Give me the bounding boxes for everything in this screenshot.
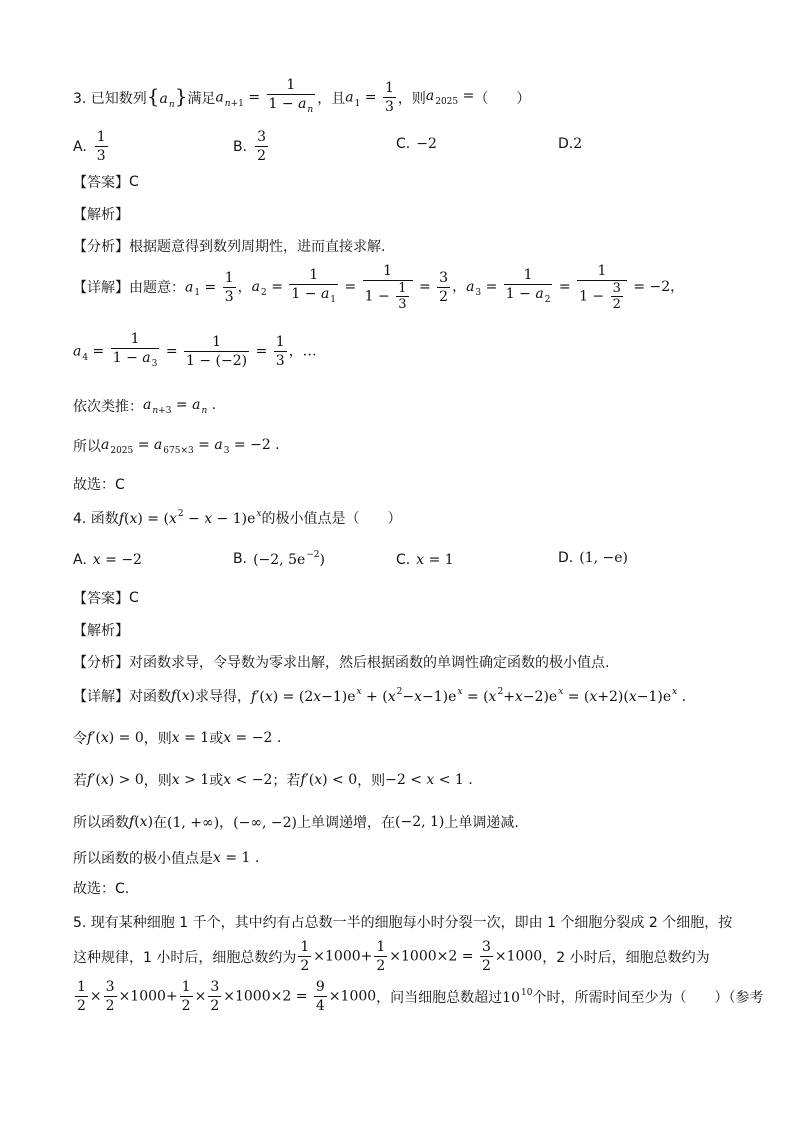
q4-ze-1: ，则: [143, 731, 172, 747]
q3-analysis-line: [73, 204, 129, 224]
q4-option-d: [558, 550, 628, 566]
q3-stem-text-4: ，则: [397, 90, 426, 107]
q3-option-d-value: 2: [573, 136, 583, 152]
q3-option-c-label: C.: [396, 136, 411, 152]
q4-increase-cond-1: x > 1: [171, 772, 210, 788]
q4-huo-2: 或: [209, 773, 224, 789]
q4-fenxi-line: [73, 652, 609, 672]
q3-option-c-value: −2: [416, 136, 437, 152]
q4-huo-1: 或: [209, 731, 224, 747]
q4-analysis-line: [73, 620, 129, 640]
q4-detail-line-4: [73, 812, 519, 832]
q3-detail-line-1: [73, 262, 684, 312]
q3-a3-value: $a_3$ = $\frac{1}{1 - a_2}$ = 1 1 − $\frac{3}{2}$ = −2，: [466, 263, 685, 312]
q4-zero-derivative: f′(x) = 0: [87, 730, 144, 746]
q3-option-d-label: D.: [558, 136, 574, 152]
q4-option-c-label: C.: [396, 552, 411, 568]
q4-function-formula: $f(x) = (x^2 - x - 1)e^x$: [118, 509, 262, 527]
q3-stem-text-2: 满足: [187, 90, 216, 107]
q4-ling: 令: [73, 731, 87, 747]
q4-ze-3: ，则: [357, 773, 386, 789]
q4-detail-line-3: [73, 770, 473, 790]
q5-line-3: [73, 978, 763, 1015]
q3-choose: 故选：C: [73, 477, 125, 493]
q4-option-a-value: x = −2: [92, 552, 142, 568]
q3-stem-text-1: 3. 已知数列: [73, 90, 147, 107]
q4-answer-label: 【答案】: [73, 591, 129, 607]
q3-initial-value: $a_1$ = $\frac{1}{3}$: [345, 80, 394, 115]
q3-step2-prefix: 依次类推：: [73, 399, 143, 415]
q5-line-2: [73, 938, 710, 975]
q3-option-b-label: B.: [233, 138, 248, 155]
q4-answer-value: C: [129, 590, 139, 606]
q3-detail-line-4: [73, 436, 280, 456]
q3-choose-line: [73, 474, 125, 494]
q3-recurrence-formula: $a_{n+1}$ = $\frac{1}{1 - a_n}$: [215, 76, 317, 119]
q3-detail-line-3: [73, 396, 216, 416]
q3-stem: [73, 76, 530, 119]
q3-periodic-formula: $a_{n+3} = a_n$ .: [143, 396, 217, 416]
q3-a1-value: $a_1$ = $\frac{1}{3}$ ，: [185, 269, 252, 305]
q4-stem-text-2: 的极小值点是（ ）: [261, 511, 402, 527]
q5-text-2b: ，2 小时后，细胞总数约为: [542, 949, 710, 966]
q4-fenxi-label: 【分析】: [73, 655, 129, 671]
q4-increase-cond-2: x < −2: [223, 772, 273, 788]
q5-line-1: [73, 912, 732, 932]
q3-a4-value: $a_4$ = $\frac{1}{1 - a_3}$ = $\frac{1}{1 - (-2)}$ = $\frac{1}{3}$ ，…: [73, 330, 317, 373]
q3-stem-text-3: ，且: [317, 90, 346, 107]
q4-choose: 故选：C.: [73, 881, 130, 897]
q4-option-b-label: B.: [233, 551, 248, 567]
q4-option-d-label: D.: [558, 550, 574, 566]
q3-stem-text-5: （ ）: [474, 90, 531, 107]
q3-fenxi-label: 【分析】: [73, 239, 129, 255]
q4-fenxi-text: 对函数求导，令导数为零求出解，然后根据函数的单调性确定函数的极小值点.: [129, 655, 610, 671]
q4-suoyi-2: 在: [153, 815, 168, 831]
q3-answer-label: 【答案】: [73, 175, 129, 191]
q4-min-point: x = 1 .: [213, 850, 260, 866]
q3-analysis-label: 【解析】: [73, 207, 129, 223]
q5-text-2a: 这种规律，1 小时后，细胞总数约为: [73, 949, 297, 966]
q4-stem: [73, 508, 402, 528]
q4-root-2: x = −2 .: [223, 730, 282, 746]
q4-ze-2: ，则: [143, 773, 172, 789]
q4-interval-dec: (−2, 1): [395, 814, 445, 830]
q4-suoyi-4: 上单调递减.: [444, 815, 519, 831]
q5-threshold: $10^{10}$: [502, 987, 533, 1006]
q3-option-a: [73, 128, 110, 165]
q4-decrease-cond: −2 < x < 1 .: [385, 772, 473, 788]
q3-detail-line-2: [73, 330, 317, 373]
q3-answer-line: [73, 172, 139, 192]
q4-fx-2: f(x): [129, 814, 154, 830]
q3-target-term: $a_{2025}$ =: [425, 88, 475, 107]
q3-option-b-value: $\frac{3}{2}$: [257, 129, 266, 164]
q4-detail-text-1: 对函数: [129, 689, 171, 705]
q4-detail-text-2: 求导得，: [195, 689, 252, 705]
q3-step3-prefix: 所以: [73, 439, 101, 455]
q3-answer-value: C: [129, 174, 139, 190]
q4-option-b-value: (−2, $5e^{-2}$): [253, 550, 326, 568]
q4-detail-line-1: [73, 686, 686, 706]
q3-option-a-value: $\frac{1}{3}$: [96, 129, 106, 164]
q4-derivative-formula: $f'(x) = (2x-1)e^x + (x^2-x-1)e^x = (x^2+x-2)e^x = (x+2)(x-1)e^x$ .: [251, 687, 687, 705]
q5-two-hour-formula: $\frac{1}{2}$ × $\frac{3}{2}$ ×1000+ $\frac{1}{2}$ × $\frac{3}{2}$ ×1000×2 = $\frac{9}{4}$ ×1000: [77, 979, 377, 1014]
q5-text-3b: 个时，所需时间至少为（ ）（参考: [532, 989, 764, 1006]
q4-option-a: [73, 552, 142, 568]
q3-fenxi-line: [73, 236, 385, 256]
q3-option-c: [396, 136, 437, 152]
q3-detail-label: 【详解】: [73, 280, 129, 296]
q3-result-formula: $a_{2025} = a_{675\times 3} = a_3 = -2$ .: [101, 436, 280, 456]
q4-option-c: [396, 552, 454, 568]
q3-fenxi-text: 根据题意得到数列周期性，进而直接求解.: [129, 239, 386, 255]
q4-ruo: 若: [73, 773, 87, 789]
q4-root-1: x = 1: [171, 730, 210, 746]
q4-negative-derivative: f′(x) < 0: [300, 772, 358, 788]
q4-answer-line: [73, 588, 139, 608]
q4-detail-line-2: [73, 728, 281, 748]
q4-stem-text-1: 4. 函数: [73, 511, 119, 527]
q3-detail-text: 由题意：: [129, 280, 185, 296]
q4-positive-derivative: f′(x) > 0: [87, 772, 144, 788]
q4-choose-line: [73, 878, 129, 898]
q5-one-hour-formula: $\frac{1}{2}$ ×1000+ $\frac{1}{2}$ ×1000×2 = $\frac{3}{2}$ ×1000: [300, 939, 543, 974]
q4-fx: f(x): [171, 688, 196, 704]
q5-text-1: 5. 现有某种细胞 1 千个，其中约有占总数一半的细胞每小时分裂一次，即由 1 个细胞分裂成 2 个细胞，按: [73, 915, 733, 931]
q3-option-a-label: A.: [73, 138, 87, 155]
q4-option-b: [233, 550, 325, 568]
q4-suoyi-3: 上单调递增，在: [297, 815, 396, 831]
q3-sequence-notation: $\{a_n\}$: [146, 83, 188, 110]
q4-option-c-value: x = 1: [416, 552, 454, 568]
q4-detail-line-5: [73, 848, 259, 868]
q4-min-prefix: 所以函数的极小值点是: [73, 851, 213, 867]
q4-option-d-value: (1, −e): [579, 550, 628, 566]
q3-option-b: [233, 128, 270, 165]
q5-text-3a: ，问当细胞总数超过: [376, 989, 503, 1006]
q3-a2-value: $a_2$ = $\frac{1}{1 - a_1}$ = 1 1 − $\frac{1}{3}$ = $\frac{3}{2}$ ，: [251, 263, 467, 312]
q4-interval-inc: (1, +∞)，(−∞, −2): [167, 815, 298, 831]
q4-analysis-label: 【解析】: [73, 623, 129, 639]
q4-option-a-label: A.: [73, 552, 87, 568]
q4-detail-label: 【详解】: [73, 689, 129, 705]
q4-suoyi-1: 所以函数: [73, 815, 129, 831]
q3-option-d: [558, 136, 582, 152]
q4-semi: ；若: [272, 773, 301, 789]
